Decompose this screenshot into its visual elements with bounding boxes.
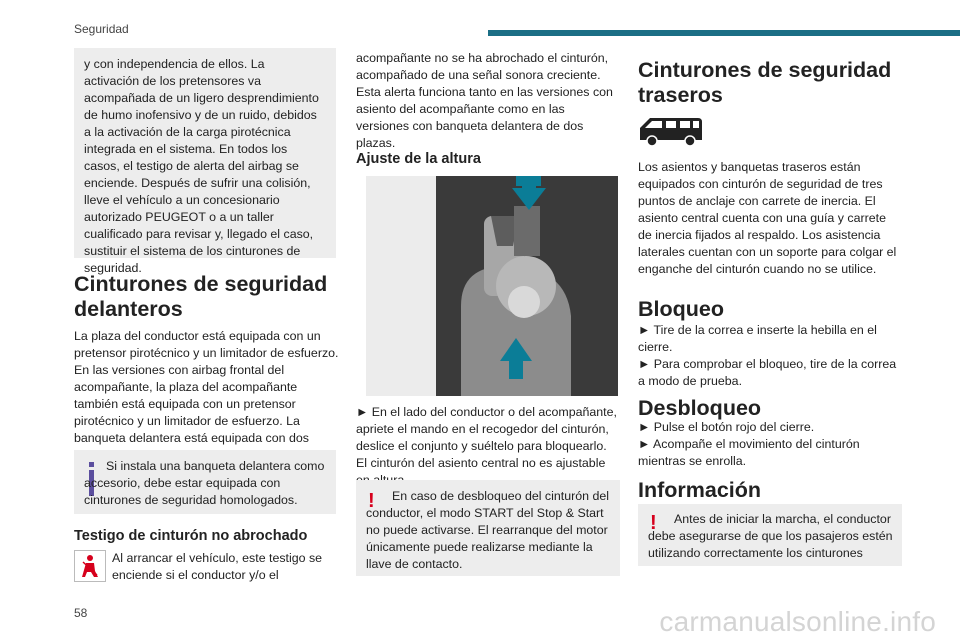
warning-icon: ! bbox=[650, 512, 657, 534]
seatbelt-warning-text: Al arrancar el vehículo, este testigo se enciende si el conductor y/o el bbox=[112, 551, 323, 582]
seatbelt-warning-icon bbox=[74, 550, 106, 582]
front-belts-title-line2: delanteros bbox=[74, 297, 183, 321]
info-note-box bbox=[74, 450, 336, 514]
header-accent-bar bbox=[488, 30, 960, 36]
information-warning-box bbox=[638, 504, 902, 566]
unlock-title: Desbloqueo bbox=[638, 396, 762, 420]
lock-step-2: ► Para comprobar el bloqueo, tire de la correa a modo de prueba. bbox=[638, 357, 897, 388]
height-adjust-title: Ajuste de la altura bbox=[356, 151, 481, 167]
height-adjust-illustration bbox=[366, 176, 618, 396]
info-note-text: Si instala una banqueta delantera como accesorio, debe estar equipada con cinturones de seguridad homologados. bbox=[84, 459, 325, 507]
warning-note-text: En caso de desbloqueo del cinturón del conductor, el modo START del Stop & Start no puede activarse. El rearranque del motor únicamente puede realizarse mediante la llave de contacto. bbox=[366, 489, 609, 571]
front-belts-section bbox=[74, 272, 339, 464]
warning-icon: ! bbox=[368, 490, 375, 512]
running-header: Seguridad bbox=[74, 22, 129, 36]
pretensioner-info-box bbox=[74, 48, 336, 275]
front-belts-title-line1: Cinturones de seguridad bbox=[74, 272, 328, 296]
rear-belts-title-line2: traseros bbox=[638, 83, 723, 107]
watermark: carmanualsonline.info bbox=[659, 606, 936, 637]
information-title: Información bbox=[638, 478, 762, 502]
information-warning-text: Antes de iniciar la marcha, el conductor debe asegurarse de que los pasajeros estén utilizando correctamente los cinturones bbox=[648, 512, 893, 560]
height-adjust-text: ► En el lado del conductor o del acompañante, apriete el mando en el recogedor del cinturón, deslice el conjunto y suéltelo para bloquearlo. El cinturón del asiento central no es ajustable bbox=[356, 405, 617, 470]
lock-step-1: ► Tire de la correa e inserte la hebilla en el cierre. bbox=[638, 323, 877, 354]
seatbelt-warning-title: Testigo de cinturón no abrochado bbox=[74, 528, 308, 544]
continued-text: acompañante no se ha abrochado el cinturón, acompañado de una señal sonora creciente. Esta alerta funciona tanto en las versiones con asiento del acompañante como en las versiones con banqueta delantera de dos plazas. bbox=[356, 51, 613, 150]
warning-note-box bbox=[356, 480, 620, 576]
rear-belts-text: Los asientos y banquetas traseros están equipados con cinturón de seguridad de tres puntos de anclaje con carrete de inercia. El asiento central cuenta con una guía y carrete de inercia fijados al respaldo. Los asistencia laterales cuentan con un soporte para colgar el enganche del cinturón cuando no se utilice. bbox=[638, 160, 897, 276]
front-belts-text: La plaza del conductor está equipada con un pretensor pirotécnico y un limitador de esfuerzo. En las versiones con airbag frontal del acompañante, la plaza del acompañante también está equipada con un pretensor pirotécnico y un limitador de esfuerzo. La banqueta delantera está equipada con dos bbox=[74, 329, 339, 445]
unlock-step-1: ► Pulse el botón rojo del cierre. bbox=[638, 420, 815, 434]
page-number: 58 bbox=[74, 606, 88, 620]
rear-belts-title-line1: Cinturones de seguridad bbox=[638, 58, 892, 82]
unlock-step-2: ► Acompañe el movimiento del cinturón mientras se enrolla. bbox=[638, 437, 860, 468]
lock-title: Bloqueo bbox=[638, 297, 724, 321]
pretensioner-text: y con independencia de ellos. La activación de los pretensores va acompañada de un ligero desprendimiento de humo inofensivo y de un ruido, debidos a la activación de la carga pirotécnica integrada en el sistema. En todos los casos, el testigo de alerta del airbag se enciende. Después de sufrir una colisión, lleve el vehículo a un concesionario autorizado PEUGEOT o a un taller cualificado para revisar y, llegado el caso, sustituir el sistema de los cinturones de seguridad. bbox=[84, 57, 319, 275]
van-icon bbox=[638, 114, 704, 150]
rear-belts-section bbox=[638, 58, 908, 108]
